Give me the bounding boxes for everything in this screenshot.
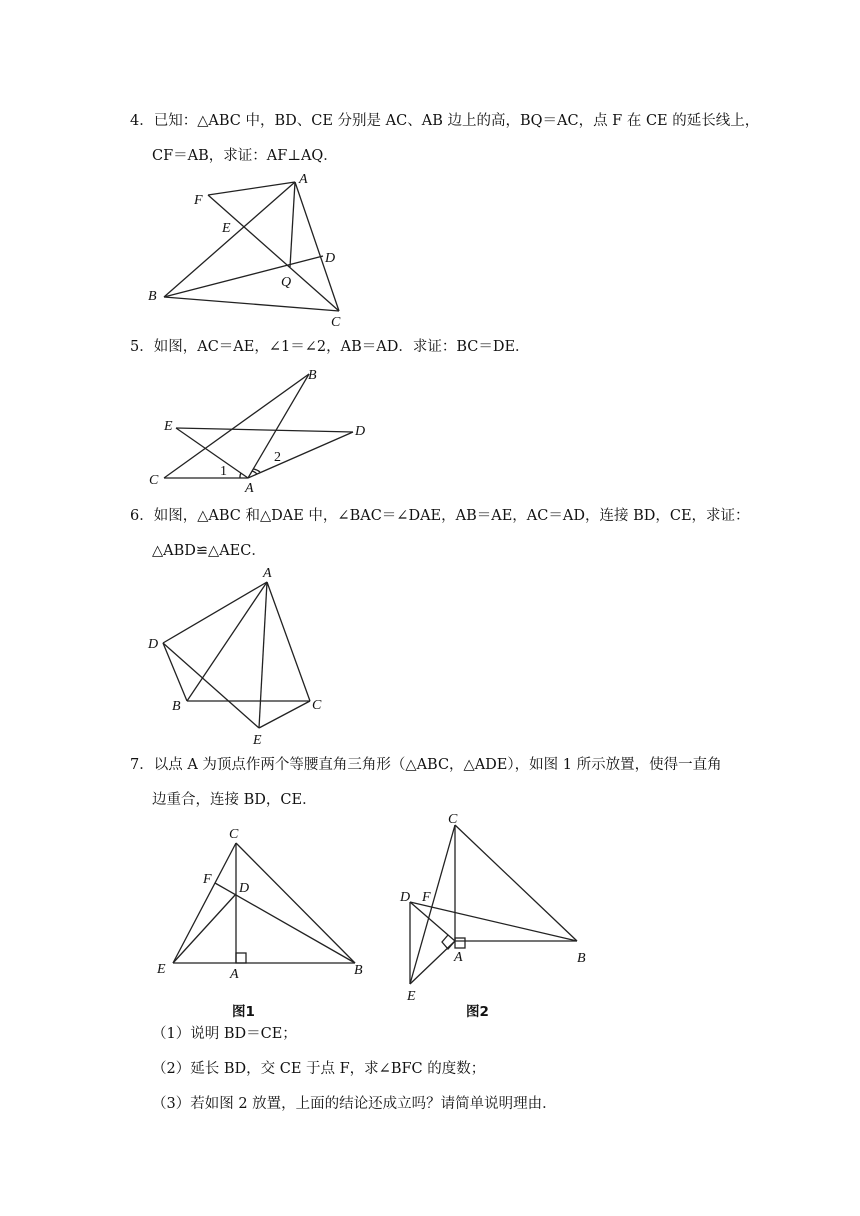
label-B: B [354, 963, 363, 978]
label-E: E [164, 419, 173, 434]
label-C: C [312, 698, 322, 713]
angle-2-label: 2 [274, 450, 281, 465]
label-E: E [157, 962, 166, 977]
label-D: D [355, 424, 366, 439]
label-E: E [407, 989, 416, 1003]
label-Q: Q [281, 275, 292, 290]
label-A: A [454, 950, 463, 965]
label-A: A [245, 481, 254, 495]
problem-7-line1: 7．以点 A 为顶点作两个等腰直角三角形（△ABC，△ADE），如图 1 所示放置，使得一直角 [130, 757, 722, 773]
problem-7-line2: 边重合，连接 BD，CE． [152, 792, 317, 808]
problem-6-line2: △ABD≌△AEC． [152, 543, 266, 559]
angle-1-label: 1 [220, 464, 227, 479]
figure-problem-6 [140, 562, 340, 752]
label-E: E [222, 221, 231, 236]
figure-2 [395, 808, 605, 1003]
label-D: D [148, 637, 159, 652]
label-C: C [149, 473, 159, 488]
figure-2-caption: 图2 [466, 1004, 489, 1020]
problem-5-line1: 5．如图，AC＝AE，∠1＝∠2，AB＝AD．求证：BC＝DE． [130, 339, 530, 355]
label-E: E [253, 733, 262, 748]
problem-6-line1: 6．如图，△ABC 和△DAE 中，∠BAC＝∠DAE，AB＝AE，AC＝AD，连接 BD，CE，求证： [130, 508, 750, 524]
label-F: F [422, 890, 431, 905]
problem-7-sub1: （1）说明 BD＝CE； [152, 1026, 297, 1042]
label-C: C [448, 812, 458, 827]
label-D: D [239, 881, 250, 896]
problem-4-line1: 4．已知：△ABC 中，BD、CE 分别是 AC、AB 边上的高，BQ＝AC，点 F 在 CE 的延长线上， [130, 113, 760, 129]
label-A: A [230, 967, 239, 982]
label-A: A [263, 566, 272, 581]
label-B: B [148, 289, 157, 304]
label-F: F [203, 872, 212, 887]
label-C: C [229, 827, 239, 842]
label-C: C [331, 315, 341, 330]
figure-problem-5 [140, 365, 380, 495]
label-B: B [172, 699, 181, 714]
figure-problem-4 [140, 168, 370, 333]
figure-1 [150, 820, 370, 985]
label-D: D [400, 890, 411, 905]
label-F: F [194, 193, 203, 208]
problem-7-sub2: （2）延长 BD，交 CE 于点 F，求∠BFC 的度数； [152, 1061, 486, 1077]
problem-4-line2: CF＝AB，求证：AF⊥AQ． [152, 148, 338, 164]
label-B: B [577, 951, 586, 966]
figure-1-caption: 图1 [232, 1004, 255, 1020]
label-D: D [325, 251, 336, 266]
problem-7-sub3: （3）若如图 2 放置，上面的结论还成立吗？请简单说明理由． [152, 1096, 557, 1112]
label-B: B [308, 368, 317, 383]
label-A: A [299, 172, 308, 187]
